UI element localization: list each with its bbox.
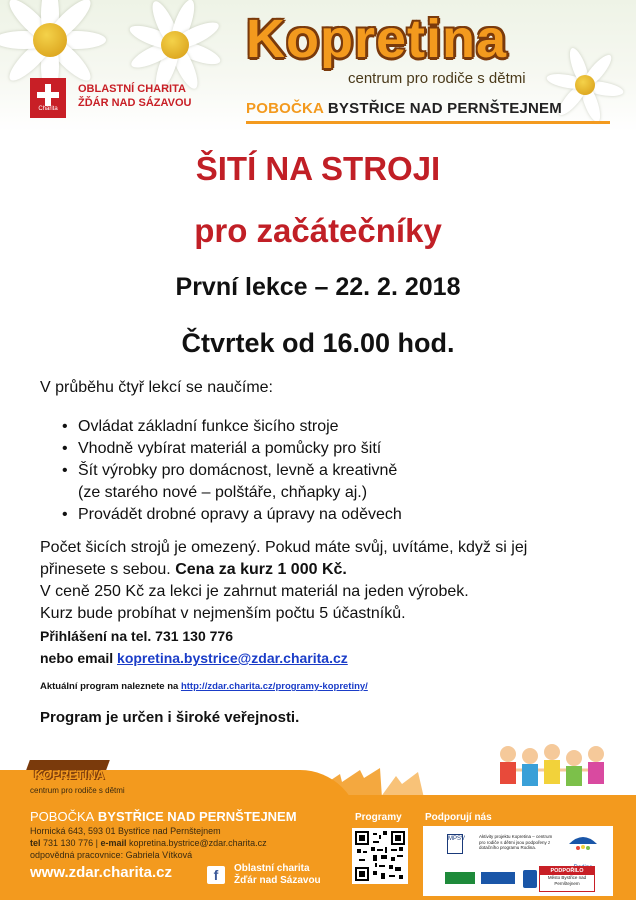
course-title: ŠITÍ NA STROJI — [195, 150, 441, 187]
footer-address: Hornická 643, 593 01 Bystřice nad Pernštejnem — [30, 826, 221, 836]
programs-label: Programy — [355, 812, 402, 823]
course-subtitle: pro začátečníky — [194, 212, 442, 249]
sponsor-logo-green — [445, 872, 475, 884]
kopretina-mini-logo: KOPRETINA centrum pro rodiče s dětmi — [22, 754, 114, 804]
course-info: Počet šicích strojů je omezený. Pokud máte svůj, uvítáme, když si jej přinesete s sebou. Cena za kurz 1 000 Kč. V ceně 250 Kč za lekci je zahrnut materiál na jeden výrobek. Kurz bude probíhat v nejmenším počtu 5 účastníků. Přihlášení na tel. 731 130 776 nebo email kopretina.bystrice@zdar.charita.cz — [40, 537, 580, 669]
lesson-time: Čtvrtek od 16.00 hod. — [181, 328, 455, 358]
signup-phone: Přihlášení na tel. 731 130 776 — [40, 628, 234, 644]
charita-logo: Charita — [30, 78, 66, 118]
mpsv-logo: MPSV — [447, 834, 463, 854]
sponsor-logo-vysocina — [481, 872, 515, 884]
footer-email[interactable]: kopretina.bystrice@zdar.charita.cz — [128, 838, 267, 848]
umbrella-icon — [563, 830, 603, 860]
brand-subtitle: centrum pro rodiče s dětmi — [348, 70, 526, 87]
list-item: • Vhodně vybírat materiál a pomůcky pro šití — [62, 438, 402, 460]
facebook-icon[interactable]: f — [207, 866, 225, 884]
learning-list — [62, 416, 402, 526]
podporilo-badge: PODPOŘILO Město Bystřice nad Pernštejnem — [539, 866, 595, 892]
list-item-continuation: (ze starého nové – polštáře, chňapky aj.) — [78, 484, 368, 501]
supporters-label: Podporují nás — [425, 812, 492, 823]
cross-icon — [37, 84, 59, 106]
footer-branch: POBOČKA BYSTŘICE NAD PERNŠTEJNEM — [30, 809, 297, 824]
footer-contact: tel 731 130 776 | e-mail kopretina.bystrice@zdar.charita.cz — [30, 838, 267, 848]
supporters-panel — [423, 826, 613, 896]
header-divider — [246, 121, 610, 124]
first-lesson-date: První lekce – 22. 2. 2018 — [175, 273, 461, 301]
footer-charita-name: Oblastní charita Žďár nad Sázavou — [234, 863, 321, 886]
header-banner — [0, 0, 636, 132]
public-note: Program je určen i široké veřejnosti. — [40, 709, 300, 726]
list-item: • Šít výrobky pro domácnost, levně a kreativně — [62, 460, 402, 482]
brand-title: Kopretina — [246, 9, 508, 69]
organization-name: OBLASTNÍ CHARITA ŽĎÁR NAD SÁZAVOU — [78, 83, 192, 109]
list-item: • Ovládat základní funkce šicího stroje — [62, 416, 402, 438]
footer-website[interactable]: www.zdar.charita.cz — [30, 864, 172, 881]
support-text: Aktivity projektu Kopretina – centrum pro rodiče s dětmi jsou podpořeny z dotačního programu Rodina. — [479, 834, 553, 850]
branch-name: POBOČKA BYSTŘICE NAD PERNŠTEJNEM — [246, 100, 562, 117]
rodina-logo — [563, 830, 603, 860]
intro-text: V průběhu čtyř lekcí se naučíme: — [40, 379, 273, 396]
course-price: Cena za kurz 1 000 Kč. — [175, 561, 347, 578]
program-link[interactable]: http://zdar.charita.cz/programy-kopretiny/ — [180, 681, 368, 692]
coat-of-arms-icon — [523, 870, 537, 888]
program-note: Aktuální program naleznete na http://zdar.charita.cz/programy-kopretiny/ — [40, 681, 368, 692]
list-item: • Provádět drobné opravy a úpravy na oděvech — [62, 504, 402, 526]
qr-code-icon[interactable] — [352, 828, 408, 884]
email-link[interactable]: kopretina.bystrice@zdar.charita.cz — [117, 650, 348, 666]
footer-responsible: odpovědná pracovnice: Gabriela Vítková — [30, 850, 193, 860]
